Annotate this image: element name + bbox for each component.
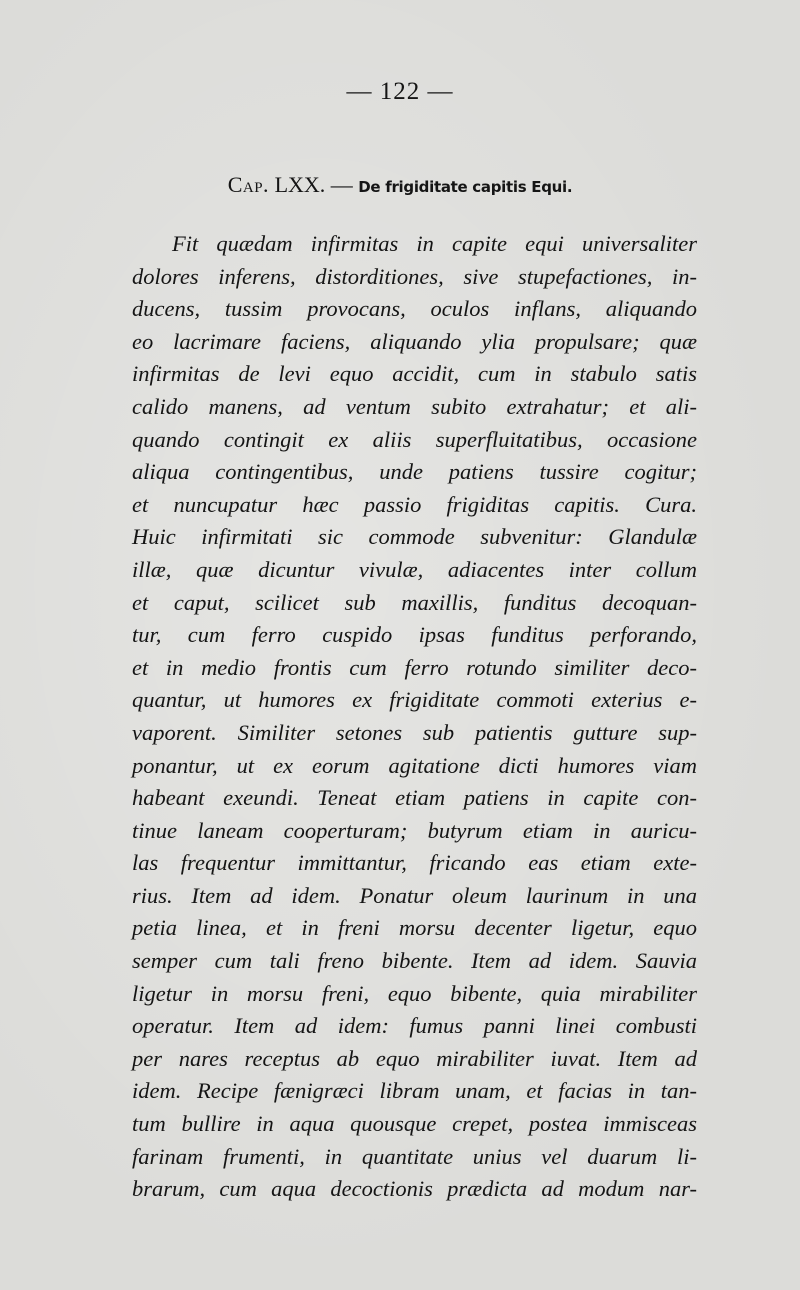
- text-line: semper cum tali freno bibente. Item ad idem. Sauvia: [132, 948, 697, 974]
- body-paragraph: [132, 228, 697, 1206]
- text-line: tur, cum ferro cuspido ipsas funditus perforando,: [132, 622, 697, 648]
- text-line: las frequentur immittantur, fricando eas etiam exte-: [132, 850, 697, 876]
- text-line: Fit quædam infirmitas in capite equi universaliter: [172, 231, 697, 256]
- text-line: operatur. Item ad idem: fumus panni linei combusti: [132, 1013, 697, 1039]
- text-line: quantur, ut humores ex frigiditate commoti exterius e-: [132, 687, 697, 713]
- chapter-dash: —: [330, 172, 353, 197]
- text-line: calido manens, ad ventum subito extrahatur; et ali-: [132, 393, 697, 419]
- text-line: eo lacrimare faciens, aliquando ylia propulsare; quæ: [132, 328, 697, 354]
- chapter-number: LXX.: [274, 172, 326, 197]
- text-line: quando contingit ex aliis superfluitatibus, occasione: [132, 426, 697, 452]
- text-line: et caput, scilicet sub maxillis, funditus decoquan-: [132, 589, 697, 615]
- text-line: habeant exeundi. Teneat etiam patiens in capite con-: [132, 785, 697, 811]
- text-line: tum bullire in aqua quousque crepet, postea immisceas: [132, 1111, 697, 1137]
- text-line: tinue laneam cooperturam; butyrum etiam in auricu-: [132, 817, 697, 843]
- text-line: illæ, quæ dicuntur vivulæ, adiacentes inter collum: [132, 556, 697, 582]
- chapter-heading: [0, 172, 800, 198]
- text-line: Huic infirmitati sic commode subvenitur: Glandulæ: [132, 524, 697, 550]
- text-line: ligetur in morsu freni, equo bibente, quia mirabiliter: [132, 980, 697, 1006]
- chapter-title: De frigiditate capitis Equi.: [358, 178, 573, 196]
- text-line: vaporent. Similiter setones sub patientis gutture sup-: [132, 719, 697, 745]
- text-line: et in medio frontis cum ferro rotundo similiter deco-: [132, 654, 697, 680]
- text-line: farinam frumenti, in quantitate unius vel duarum li-: [132, 1143, 697, 1169]
- text-line: per nares receptus ab equo mirabiliter iuvat. Item ad: [132, 1045, 697, 1071]
- text-line: idem. Recipe fænigræci libram unam, et facias in tan-: [132, 1078, 697, 1104]
- text-line: et nuncupatur hæc passio frigiditas capitis. Cura.: [132, 491, 697, 517]
- text-line: infirmitas de levi equo accidit, cum in stabulo satis: [132, 361, 697, 387]
- text-line: brarum, cum aqua decoctionis prædicta ad modum nar-: [132, 1176, 697, 1202]
- text-line: ducens, tussim provocans, oculos inflans, aliquando: [132, 296, 697, 322]
- text-line: rius. Item ad idem. Ponatur oleum laurinum in una: [132, 882, 697, 908]
- page-number: — 122 —: [346, 78, 454, 105]
- chapter-cap-label: Cap.: [227, 172, 270, 197]
- text-line: dolores inferens, distorditiones, sive stupefactiones, in-: [132, 263, 697, 289]
- text-line: ponantur, ut ex eorum agitatione dicti humores viam: [132, 752, 697, 778]
- text-line: petia linea, et in freni morsu decenter ligetur, equo: [132, 915, 697, 941]
- text-line: aliqua contingentibus, unde patiens tussire cogitur;: [132, 459, 697, 485]
